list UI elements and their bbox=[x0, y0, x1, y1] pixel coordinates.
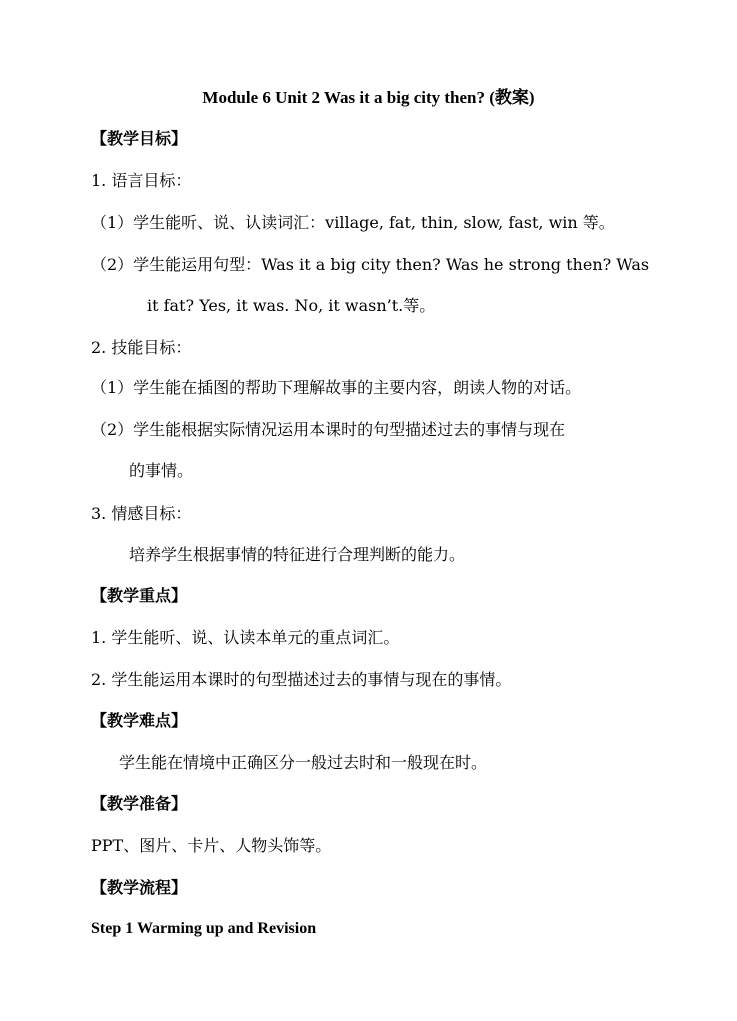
section-heading-key-points: 【教学重点】 bbox=[91, 586, 188, 605]
skill-objective-label: 2. 技能目标： bbox=[91, 338, 192, 357]
language-objective-item-2-line-2: it fat? Yes, it was. No, it wasn’t.等。 bbox=[147, 296, 436, 315]
language-objective-label: 1. 语言目标： bbox=[91, 171, 192, 190]
language-objective-item-1: （1）学生能听、说、认读词汇：village, fat, thin, slow, fast, win 等。 bbox=[91, 213, 615, 232]
preparation-item-1: PPT、图片、卡片、人物头饰等。 bbox=[91, 836, 332, 855]
emotion-objective-item-1: 培养学生根据事情的特征进行合理判断的能力。 bbox=[129, 545, 466, 564]
section-heading-objectives: 【教学目标】 bbox=[91, 129, 188, 148]
language-objective-item-2-line-1: （2）学生能运用句型：Was it a big city then? Was he strong then? Was bbox=[91, 255, 650, 274]
emotion-objective-label: 3. 情感目标： bbox=[91, 504, 192, 523]
skill-objective-item-2-line-1: （2）学生能根据实际情况运用本课时的句型描述过去的事情与现在 bbox=[91, 420, 566, 439]
section-heading-difficulties: 【教学难点】 bbox=[91, 711, 188, 730]
skill-objective-item-1: （1）学生能在插图的帮助下理解故事的主要内容，朗读人物的对话。 bbox=[91, 378, 582, 397]
process-step-1: Step 1 Warming up and Revision bbox=[91, 920, 317, 937]
difficulty-item-1: 学生能在情境中正确区分一般过去时和一般现在时。 bbox=[119, 753, 488, 772]
section-heading-process: 【教学流程】 bbox=[91, 878, 188, 897]
skill-objective-item-2-line-2: 的事情。 bbox=[129, 461, 194, 480]
document-title: Module 6 Unit 2 Was it a big city then? (教案) bbox=[202, 88, 535, 107]
section-heading-preparation: 【教学准备】 bbox=[91, 794, 188, 813]
key-point-item-2: 2. 学生能运用本课时的句型描述过去的事情与现在的事情。 bbox=[91, 670, 512, 689]
key-point-item-1: 1. 学生能听、说、认读本单元的重点词汇。 bbox=[91, 628, 400, 647]
